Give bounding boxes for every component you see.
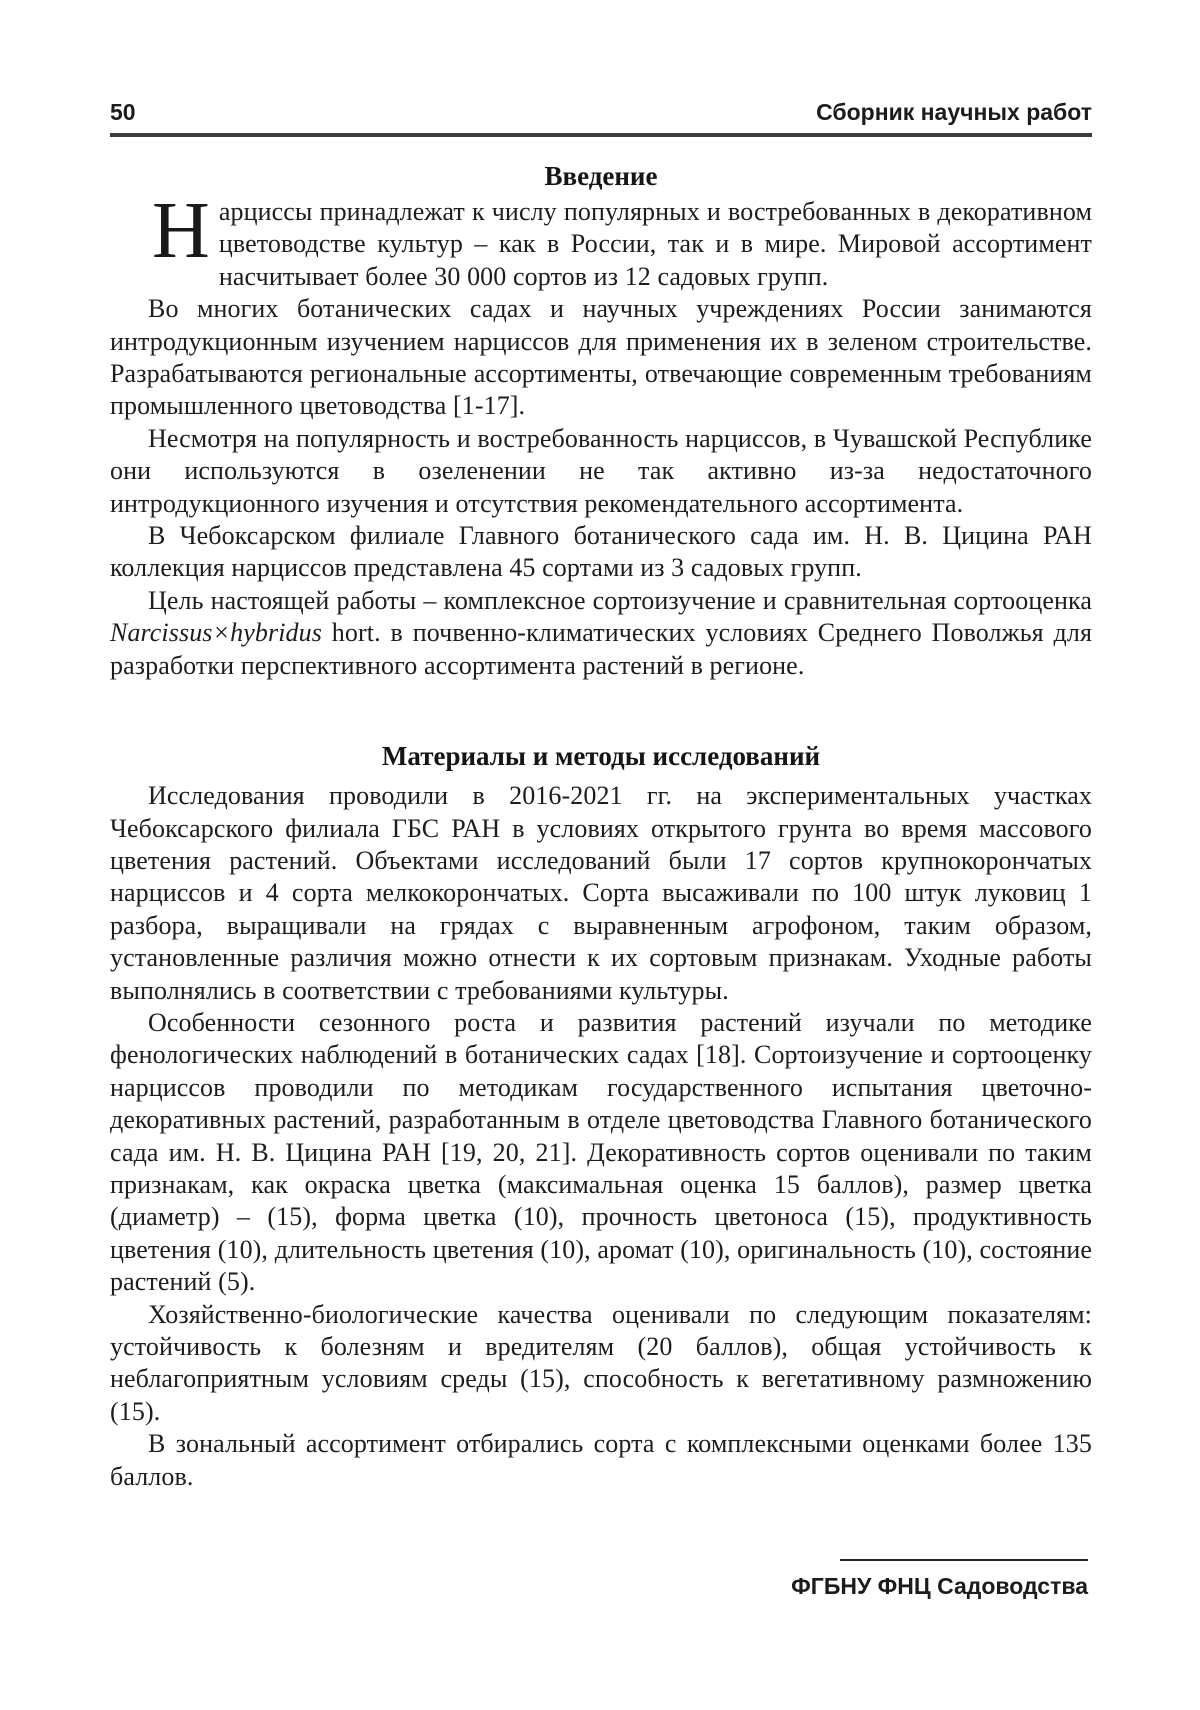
page-footer	[791, 1548, 1088, 1599]
section-heading-methods: Материалы и методы исследований	[381, 741, 821, 772]
section-heading-introduction: Введение	[544, 161, 658, 191]
footer-publisher: ФГБНУ ФНЦ Садоводства	[791, 1573, 1088, 1599]
footer-rule	[840, 1559, 1088, 1561]
paragraph-intro-1	[110, 187, 1092, 293]
paragraph-methods-4: В зональный ассортимент отбирались сорта с комплексными оценками более 135 баллов.	[110, 1429, 1092, 1491]
header-double-rule	[110, 133, 1092, 137]
paragraph-intro-1-text: арциссы принадлежат к числу популярных и востребованных в декоративном цветоводстве культур – как в России, так и в мире. Мировой ассортимент насчитывает более 30 000 сортов из 12 садовых групп.	[218, 197, 1092, 291]
paragraph-intro-4: В Чебоксарском филиале Главного ботанического сада им. Н. В. Цицина РАН коллекция нарциссов представлена 45 сортами из 3 садовых групп.	[110, 521, 1092, 583]
paragraph-methods-2: Особенности сезонного роста и развития растений изучали по методике фенологических наблюдений в ботанических садах [18]. Сортоизучение и сортооценку нарциссов проводили по методикам государственного испытания цветочно-декоративных растений, разработанным в отделе цветоводства Главного ботанического сада им. Н. В. Цицина РАН [19, 20, 21]. Декоративность сортов оценивали по таким признакам, как окраска цветка (максимальная оценка 15 баллов), размер цветка (диаметр) – (15), форма цветка (10), прочность цветоноса (15), продуктивность цветения (10), длительность цветения (10), аромат (10), оригинальность (10), состояние растений (5).	[110, 1007, 1092, 1297]
page-number: 50	[110, 99, 136, 125]
drop-cap: Н	[152, 187, 210, 275]
paragraph-intro-2: Во многих ботанических садах и научных учреждениях России занимаются интродукционным изучением нарциссов для применения их в зеленом строительстве. Разрабатываются региональные ассортименты, отвечающие современным требованиям промышленного цветоводства [1-17].	[110, 294, 1092, 421]
running-head	[110, 0, 1092, 124]
species-name: Narcissus×hybridus	[110, 618, 322, 648]
paragraph-intro-5-lead: Цель настоящей работы – комплексное сортоизучение и сравнительная сортооценка	[148, 585, 1092, 615]
paragraph-intro-5	[110, 585, 1092, 682]
paragraph-intro-3: Несмотря на популярность и востребованность нарциссов, в Чувашской Республике они используются в озеленении не так активно из-за недостаточного интродукционного изучения и отсутствия рекомендательного ассортимента.	[110, 423, 1092, 518]
running-head-title: Сборник научных работ	[816, 99, 1092, 125]
article-body	[110, 160, 1092, 1493]
paragraph-intro-5-tail: hort. в почвенно-климатических условиях Среднего Поволжья для разработки перспективного ассортимента растений в регионе.	[110, 618, 1092, 680]
paragraph-methods-1: Исследования проводили в 2016-2021 гг. на экспериментальных участках Чебоксарского филиала ГБС РАН в условиях открытого грунта во время массового цветения растений. Объектами исследований были 17 сортов крупнокорончатых нарциссов и 4 сорта мелкокорончатых. Сорта высаживали по 100 штук луковиц 1 разбора, выращивали на грядах с выравненным агрофоном, таким образом, установленные различия можно отнести к их сортовым признакам. Уходные работы выполнялись в соответствии с требованиями культуры.	[110, 781, 1092, 1005]
paragraph-methods-3: Хозяйственно-биологические качества оценивали по следующим показателям: устойчивость к болезням и вредителям (20 баллов), общая устойчивость к неблагоприятным условиям среды (15), способность к вегетативному размножению (15).	[110, 1299, 1092, 1426]
